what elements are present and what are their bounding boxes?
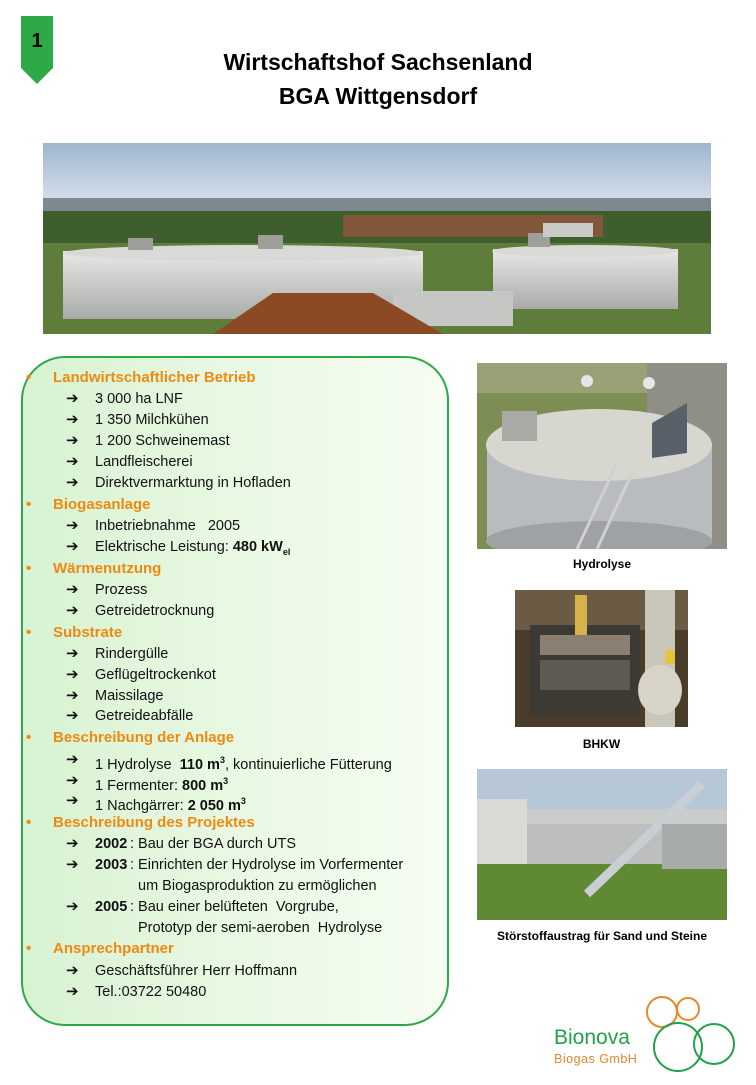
bullet-icon: •: [26, 814, 32, 831]
arrow-right-icon: ➔: [66, 856, 79, 873]
bullet-icon: •: [26, 624, 32, 641]
arrow-right-icon: ➔: [66, 772, 79, 789]
arrow-right-icon: ➔: [66, 666, 79, 683]
bullet-icon: •: [26, 496, 32, 513]
bhkw-photo: [515, 590, 688, 727]
caption-stoerstoff: Störstoffaustrag für Sand und Steine: [496, 929, 707, 943]
nach-sup: 3: [240, 796, 246, 806]
arrow-right-icon: ➔: [66, 792, 79, 809]
stoerstoff-photo: [477, 769, 727, 920]
bionova-logo: [550, 990, 740, 1080]
hydrolyse-photo: [477, 363, 727, 549]
arrow-right-icon: ➔: [66, 453, 79, 470]
arrow-right-icon: ➔: [66, 983, 79, 1000]
hydro-value: 110 m: [179, 756, 220, 773]
arrow-right-icon: ➔: [66, 581, 79, 598]
caption-bhkw: BHKW: [582, 737, 621, 751]
arrow-right-icon: ➔: [66, 707, 79, 724]
power-label: Elektrische Leistung:: [95, 539, 233, 555]
hydro-label: 1 Hydrolyse: [95, 756, 180, 773]
arrow-right-icon: ➔: [66, 835, 79, 852]
page-number: 1: [31, 30, 43, 52]
arrow-right-icon: ➔: [66, 517, 79, 534]
arrow-right-icon: ➔: [66, 432, 79, 449]
arrow-right-icon: ➔: [66, 390, 79, 407]
page-title: Wirtschaftshof Sachsenland: [223, 49, 533, 75]
nach-label: 1 Nachgärrer:: [95, 797, 188, 814]
hydro-rest: , kontinuierliche Fütterung: [224, 756, 392, 773]
arrow-right-icon: ➔: [66, 687, 79, 704]
arrow-right-icon: ➔: [66, 962, 79, 979]
list-item-continuation: Prototyp der semi-aeroben Hydrolyse: [138, 920, 383, 936]
page-number-badge: [21, 16, 53, 84]
arrow-right-icon: ➔: [66, 538, 79, 555]
bullet-icon: •: [26, 940, 32, 957]
logo-brand: Bionova: [554, 1026, 630, 1049]
bullet-icon: •: [26, 729, 32, 746]
arrow-right-icon: ➔: [66, 645, 79, 662]
power-value: 480 kW: [232, 539, 283, 555]
bullet-icon: •: [26, 369, 32, 386]
ferm-sup: 3: [223, 776, 229, 786]
arrow-right-icon: ➔: [66, 411, 79, 428]
bullet-icon: •: [26, 560, 32, 577]
ferm-label: 1 Fermenter:: [95, 777, 183, 794]
page-subtitle: BGA Wittgensdorf: [278, 83, 478, 109]
caption-hydrolyse: Hydrolyse: [572, 557, 632, 571]
hydro-sup: 3: [219, 755, 225, 765]
arrow-right-icon: ➔: [66, 474, 79, 491]
arrow-right-icon: ➔: [66, 898, 79, 915]
arrow-right-icon: ➔: [66, 751, 79, 768]
list-item-continuation: um Biogasproduktion zu ermöglichen: [138, 878, 377, 894]
plant-panorama-photo: [43, 143, 711, 334]
nach-value: 2 050 m: [187, 797, 241, 814]
logo-subtitle: Biogas GmbH: [554, 1052, 638, 1066]
arrow-right-icon: ➔: [66, 602, 79, 619]
power-subscript: el: [282, 546, 291, 557]
ferm-value: 800 m: [182, 777, 224, 794]
